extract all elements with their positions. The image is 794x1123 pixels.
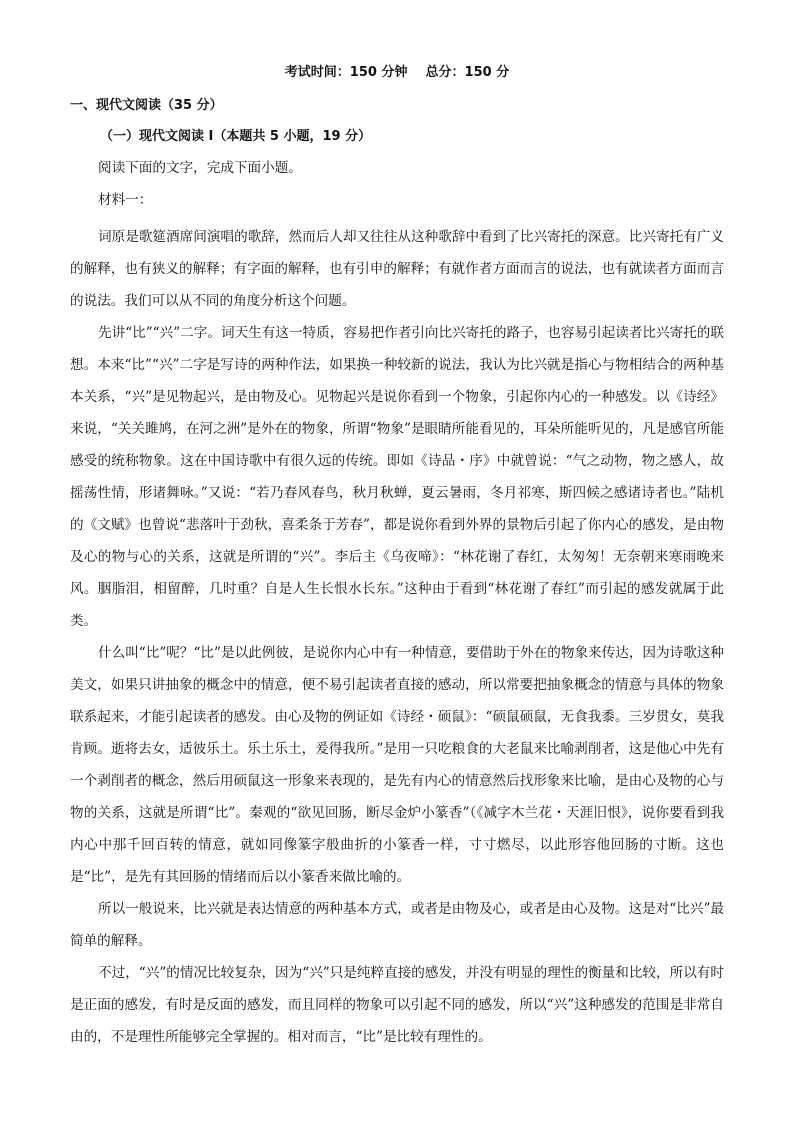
section-heading: 一、现代文阅读（35 分） [70, 98, 223, 113]
paragraph-4: 所以一般说来，比兴就是表达情意的两种基本方式，或者是由物及心，或者是由心及物。这是对“比兴”最简单的解释。 [70, 901, 724, 949]
paragraph-2: 先讲“比”“兴”二字。词天生有这一特质，容易把作者引向比兴寄托的路子，也容易引起读者比兴寄托的联想。本来“比”“兴”二字是写诗的两种作法，如果换一种较新的说法，我认为比兴就是指心与物相结合的两种基本关系，“兴”是见物起兴，是由物及心。见物起兴是说你看到一个物象，引起你内心的一种感发。以《诗经》来说，“关关雎鸠，在河之洲”是外在的物象，所谓“物象”是眼睛所能看见的，耳朵所能听见的，凡是感官所能感受的统称物象。这在中国诗歌中有很久远的传统。即如《诗品・序》中就曾说：“气之动物，物之感人，故摇荡性情，形诸舞咏。”又说：“若乃春风春鸟，秋月秋蝉，夏云暑雨，冬月祁寒，斯四候之感诸诗者也。”陆机的《文赋》也曾说“悲落叶于劲秋，喜柔条于芳春”，都是说你看到外界的景物后引起了你内心的感发，是由物及心的物与心的关系，这就是所谓的“兴”。李后主《乌夜啼》：“林花谢了春红，太匆匆！无奈朝来寒雨晚来风。胭脂泪，相留醉，几时重？自是人生长恨水长东。”这种由于看到“林花谢了春红”而引起的感发就属于此类。 [70, 325, 724, 629]
exam-info: 考试时间：150 分钟 总分：150 分 [284, 65, 510, 80]
subsection-heading: （一）现代文阅读 I（本题共 5 小题，19 分） [100, 129, 372, 144]
instruction-text: 阅读下面的文字，完成下面小题。 [98, 160, 302, 176]
paragraph-3: 什么叫“比”呢？“比”是以此例彼，是说你内心中有一种情意，要借助于外在的物象来传达，因为诗歌这种美文，如果只讲抽象的概念中的情意，便不易引起读者直接的感动，所以常要把抽象概念的情意与具体的物象联系起来，才能引起读者的感发。由心及物的例证如《诗经・硕鼠》：“硕鼠硕鼠，无食我黍。三岁贯女，莫我肯顾。逝将去女，适彼乐土。乐土乐土，爰得我所。”是用一只吃粮食的大老鼠来比喻剥削者，这是他心中先有一个剥削者的概念，然后用硕鼠这一形象来表现的，是先有内心的情意然后找形象来比喻，是由心及物的心与物的关系，这就是所谓“比”。秦观的“欲见回肠，断尽金炉小篆香”（《减字木兰花・天涯旧恨》，说你要看到我内心中那千回百转的情意，就如同像篆字般曲折的小篆香一样，寸寸燃尽，以此形容他回肠的寸断。这也是“比”，是先有其回肠的情绪而后以小篆香来做比喻的。 [70, 645, 724, 885]
material-label: 材料一： [98, 192, 153, 208]
paragraph-5: 不过，“兴”的情况比较复杂，因为“兴”只是纯粹直接的感发，并没有明显的理性的衡量和比较，所以有时是正面的感发，有时是反面的感发，而且同样的物象可以引起不同的感发，所以“兴”这种感发的范围是非常自由的，不是理性所能够完全掌握的。相对而言，“比”是比较有理性的。 [70, 965, 724, 1045]
paragraph-1: 词原是歌筵酒席间演唱的歌辞，然而后人却又往往从这种歌辞中看到了比兴寄托的深意。比兴寄托有广义的解释，也有狭义的解释；有字面的解释，也有引申的解释；有就作者方面而言的说法，也有就读者方面而言的说法。我们可以从不同的角度分析这个问题。 [70, 229, 724, 309]
